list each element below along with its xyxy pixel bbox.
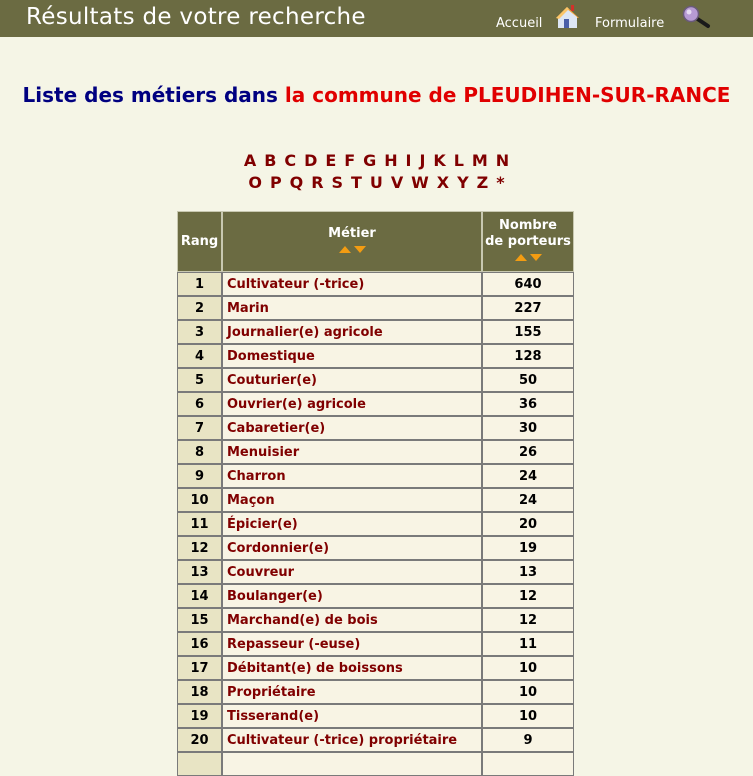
rank-cell: 13 — [177, 560, 222, 584]
table-row — [177, 680, 574, 704]
rank-cell: 20 — [177, 728, 222, 752]
job-cell[interactable]: Couturier(e) — [222, 368, 482, 392]
job-cell[interactable]: Charron — [222, 464, 482, 488]
alphabet-letter-link[interactable]: K — [433, 151, 446, 170]
rank-cell: 19 — [177, 704, 222, 728]
table-row — [177, 536, 574, 560]
home-icon[interactable] — [553, 4, 583, 34]
job-cell[interactable]: Propriétaire — [222, 680, 482, 704]
alphabet-letter-link[interactable]: N — [495, 151, 510, 170]
count-cell: 26 — [482, 440, 574, 464]
job-cell[interactable]: Ouvrier(e) agricole — [222, 392, 482, 416]
rank-header-label: Rang — [180, 233, 219, 249]
jobs-table — [177, 211, 574, 776]
rank-cell: 15 — [177, 608, 222, 632]
column-header-job — [222, 211, 482, 272]
table-row — [177, 272, 574, 296]
sort-ascending-icon[interactable] — [515, 254, 527, 261]
job-cell[interactable]: Boulanger(e) — [222, 584, 482, 608]
job-cell[interactable]: Cabaretier(e) — [222, 416, 482, 440]
table-row — [177, 560, 574, 584]
job-cell[interactable]: Débitant(e) de boissons — [222, 656, 482, 680]
alphabet-letter-link[interactable]: J — [419, 151, 426, 170]
alphabet-letter-link[interactable]: G — [363, 151, 377, 170]
job-header-label: Métier — [328, 225, 376, 241]
table-row — [177, 440, 574, 464]
alphabet-letter-link[interactable]: O — [248, 173, 263, 192]
table-row — [177, 416, 574, 440]
rank-cell: 18 — [177, 680, 222, 704]
job-cell[interactable]: Marchand(e) de bois — [222, 608, 482, 632]
sort-descending-icon[interactable] — [354, 246, 366, 253]
rank-cell: 3 — [177, 320, 222, 344]
count-cell: 19 — [482, 536, 574, 560]
count-cell: 10 — [482, 680, 574, 704]
count-cell: 10 — [482, 704, 574, 728]
table-row — [177, 488, 574, 512]
table-row — [177, 584, 574, 608]
count-cell: 36 — [482, 392, 574, 416]
alphabet-letter-link[interactable]: T — [351, 173, 362, 192]
count-cell: 20 — [482, 512, 574, 536]
table-row — [177, 392, 574, 416]
count-cell: 640 — [482, 272, 574, 296]
alphabet-letter-link[interactable]: E — [325, 151, 337, 170]
job-cell[interactable]: Tisserand(e) — [222, 704, 482, 728]
count-cell: 12 — [482, 608, 574, 632]
count-cell — [482, 752, 574, 776]
alphabet-letter-link[interactable]: M — [471, 151, 488, 170]
job-cell[interactable]: Repasseur (-euse) — [222, 632, 482, 656]
rank-cell: 14 — [177, 584, 222, 608]
table-row — [177, 368, 574, 392]
count-header-label-line-1: Nombre — [499, 217, 557, 233]
rank-cell: 11 — [177, 512, 222, 536]
job-cell[interactable]: Menuisier — [222, 440, 482, 464]
top-bar — [0, 0, 753, 37]
alphabet-letter-link[interactable]: P — [269, 173, 282, 192]
job-cell[interactable]: Domestique — [222, 344, 482, 368]
table-row — [177, 608, 574, 632]
column-header-count — [482, 211, 574, 272]
count-cell: 13 — [482, 560, 574, 584]
alphabet-letter-link[interactable]: B — [264, 151, 277, 170]
alphabet-letter-link[interactable]: C — [284, 151, 297, 170]
rank-cell: 16 — [177, 632, 222, 656]
job-cell[interactable]: Cordonnier(e) — [222, 536, 482, 560]
table-row — [177, 704, 574, 728]
heading-prefix: Liste des métiers dans — [22, 83, 278, 107]
count-cell: 10 — [482, 656, 574, 680]
job-cell[interactable]: Maçon — [222, 488, 482, 512]
table-row — [177, 512, 574, 536]
alphabet-letter-link[interactable]: H — [384, 151, 398, 170]
site-title: Résultats de votre recherche — [26, 4, 366, 30]
table-row-partial — [177, 752, 574, 776]
rank-cell: 12 — [177, 536, 222, 560]
alphabet-letter-link[interactable]: R — [311, 173, 324, 192]
job-cell[interactable]: Couvreur — [222, 560, 482, 584]
magnifier-icon[interactable] — [681, 5, 711, 33]
heading-commune: la commune de PLEUDIHEN-SUR-RANCE — [284, 83, 731, 107]
table-row — [177, 344, 574, 368]
alphabet-letter-link[interactable]: L — [453, 151, 464, 170]
count-cell: 128 — [482, 344, 574, 368]
alphabet-letter-link[interactable]: Q — [289, 173, 304, 192]
rank-cell: 10 — [177, 488, 222, 512]
job-cell[interactable]: Cultivateur (-trice) — [222, 272, 482, 296]
count-cell: 24 — [482, 488, 574, 512]
rank-cell — [177, 752, 222, 776]
alphabet-letter-link[interactable]: S — [331, 173, 344, 192]
alphabet-letter-link[interactable]: U — [369, 173, 383, 192]
alphabet-letter-link[interactable]: F — [344, 151, 356, 170]
job-cell[interactable]: Journalier(e) agricole — [222, 320, 482, 344]
rank-cell: 8 — [177, 440, 222, 464]
alphabet-letter-link[interactable]: X — [436, 173, 450, 192]
count-header-label-line-2: de porteurs — [485, 233, 571, 249]
alphabet-letter-link[interactable]: D — [304, 151, 318, 170]
table-row — [177, 632, 574, 656]
rank-cell: 5 — [177, 368, 222, 392]
alphabet-letter-link[interactable]: W — [411, 173, 429, 192]
rank-cell: 7 — [177, 416, 222, 440]
nav-accueil-link[interactable]: Accueil — [496, 16, 543, 31]
alphabet-letter-link[interactable]: V — [390, 173, 404, 192]
job-cell — [222, 752, 482, 776]
table-row — [177, 320, 574, 344]
count-cell: 30 — [482, 416, 574, 440]
table-row — [177, 728, 574, 752]
job-cell[interactable]: Cultivateur (-trice) propriétaire — [222, 728, 482, 752]
count-cell: 50 — [482, 368, 574, 392]
count-cell: 9 — [482, 728, 574, 752]
table-row — [177, 656, 574, 680]
rank-cell: 17 — [177, 656, 222, 680]
alphabet-letter-link[interactable]: Z — [476, 173, 489, 192]
nav-formulaire-link[interactable]: Formulaire — [595, 16, 665, 31]
sort-descending-icon[interactable] — [530, 254, 542, 261]
rank-cell: 6 — [177, 392, 222, 416]
count-cell: 24 — [482, 464, 574, 488]
count-sort-controls — [515, 254, 542, 261]
job-sort-controls — [339, 246, 366, 253]
page-heading — [0, 83, 753, 107]
table-row — [177, 296, 574, 320]
count-cell: 155 — [482, 320, 574, 344]
job-cell[interactable]: Épicier(e) — [222, 512, 482, 536]
column-header-rank — [177, 211, 222, 272]
rank-cell: 1 — [177, 272, 222, 296]
count-cell: 12 — [482, 584, 574, 608]
count-cell: 227 — [482, 296, 574, 320]
alphabet-index-line-2 — [0, 173, 753, 192]
alphabet-letter-link[interactable]: Y — [457, 173, 469, 192]
alphabet-letter-link[interactable]: * — [496, 173, 505, 192]
alphabet-letter-link[interactable]: A — [243, 151, 257, 170]
count-cell: 11 — [482, 632, 574, 656]
alphabet-index-line-1 — [0, 151, 753, 170]
job-cell[interactable]: Marin — [222, 296, 482, 320]
rank-cell: 2 — [177, 296, 222, 320]
rank-cell: 9 — [177, 464, 222, 488]
table-row — [177, 464, 574, 488]
rank-cell: 4 — [177, 344, 222, 368]
sort-ascending-icon[interactable] — [339, 246, 351, 253]
alphabet-letter-link[interactable]: I — [405, 151, 412, 170]
